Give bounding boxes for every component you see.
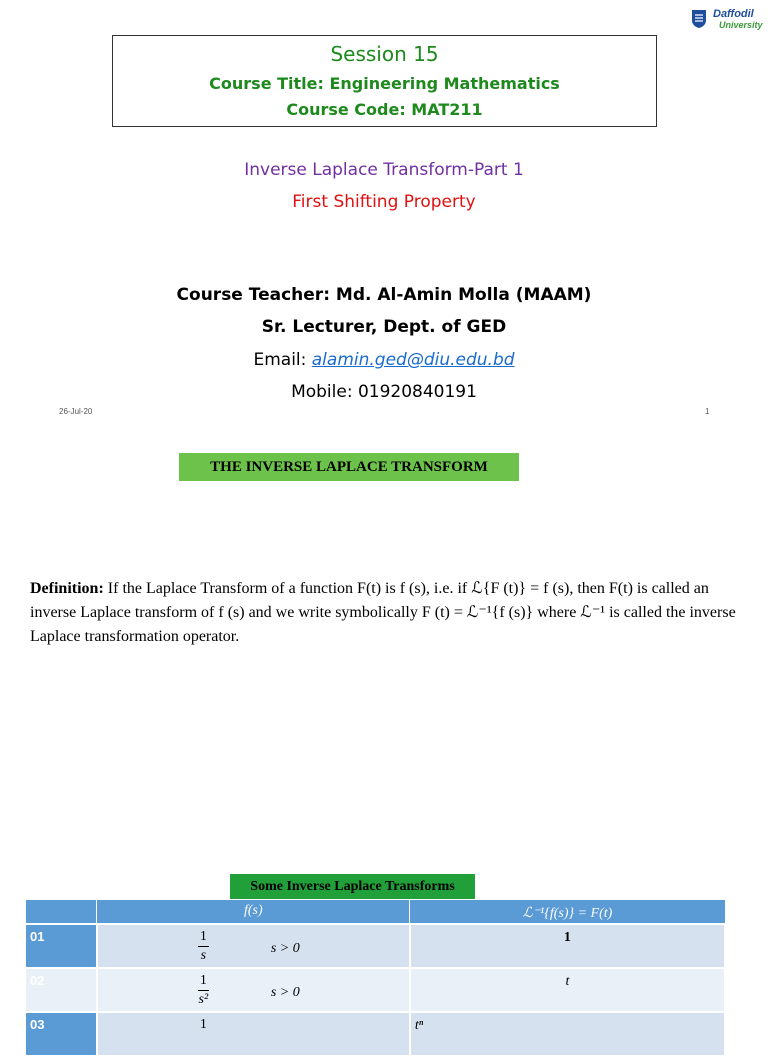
table-caption: Some Inverse Laplace Transforms — [230, 874, 475, 900]
fs-cell — [97, 968, 410, 1012]
header-number — [25, 900, 97, 924]
result: 1 — [563, 929, 571, 945]
definition-label: Definition: — [30, 580, 104, 597]
fs-cell — [97, 1012, 410, 1056]
teacher-mobile: Mobile: 01920840191 — [291, 382, 477, 402]
result: tⁿ — [414, 1017, 424, 1033]
ft-cell — [410, 924, 725, 968]
denominator: s² — [198, 991, 209, 1007]
course-code: Course Code: MAT211 — [286, 100, 483, 119]
table-row — [25, 1012, 725, 1056]
shield-icon — [691, 9, 707, 29]
fs-cell — [97, 924, 410, 968]
slide-number: 1 — [705, 407, 710, 416]
definition-paragraph — [30, 577, 750, 649]
denominator: s — [200, 947, 207, 963]
row-number: 01 — [25, 924, 97, 968]
fraction — [198, 973, 209, 1008]
table-row — [25, 968, 725, 1012]
definition-text: If the Laplace Transform of a function F(t) is f (s), i.e. if ℒ{F (t)} = f (s), then F(t) is called an inverse Laplace transform of f (s) and we write symbolically F (t) = ℒ⁻¹{f (s)} where ℒ⁻¹ is called the inverse Laplace transformation operator. — [30, 580, 736, 645]
email-link[interactable]: alamin.ged@diu.edu.bd — [311, 350, 515, 370]
table-row — [25, 924, 725, 968]
header-fs: f(s) — [97, 900, 410, 924]
teacher-email-line — [0, 350, 768, 370]
table-header-row — [25, 900, 725, 924]
teacher-position: Sr. Lecturer, Dept. of GED — [261, 317, 507, 337]
ft-cell — [410, 1012, 725, 1056]
numerator: 1 — [199, 928, 207, 944]
row-number: 02 — [25, 968, 97, 1012]
condition: s > 0 — [270, 984, 300, 1000]
ft-cell — [410, 968, 725, 1012]
topic-title: Inverse Laplace Transform-Part 1 — [244, 160, 524, 180]
numerator: 1 — [199, 1016, 207, 1032]
slide-date: 26-Jul-20 — [59, 407, 93, 416]
logo-line-1: Daffodil — [713, 8, 754, 20]
fraction-bar — [198, 990, 209, 991]
teacher-name: Course Teacher: Md. Al-Amin Molla (MAAM) — [176, 285, 592, 305]
title-box — [112, 35, 657, 127]
fraction — [198, 929, 209, 964]
header-ft: ℒ⁻¹{f(s)} = F(t) — [410, 900, 725, 924]
fraction-bar — [198, 946, 209, 947]
logo-line-2: University — [719, 20, 763, 30]
condition: s > 0 — [270, 940, 300, 956]
fraction — [198, 1017, 209, 1033]
university-logo — [691, 8, 767, 34]
session-title: Session 15 — [330, 42, 439, 66]
email-label: Email: — [253, 350, 312, 370]
row-number: 03 — [25, 1012, 97, 1056]
topic-subtitle: First Shifting Property — [292, 192, 476, 212]
section-heading: THE INVERSE LAPLACE TRANSFORM — [179, 453, 519, 481]
numerator: 1 — [199, 972, 207, 988]
result: t — [565, 973, 570, 989]
course-title: Course Title: Engineering Mathematics — [209, 74, 560, 93]
inverse-laplace-table — [24, 899, 726, 1057]
